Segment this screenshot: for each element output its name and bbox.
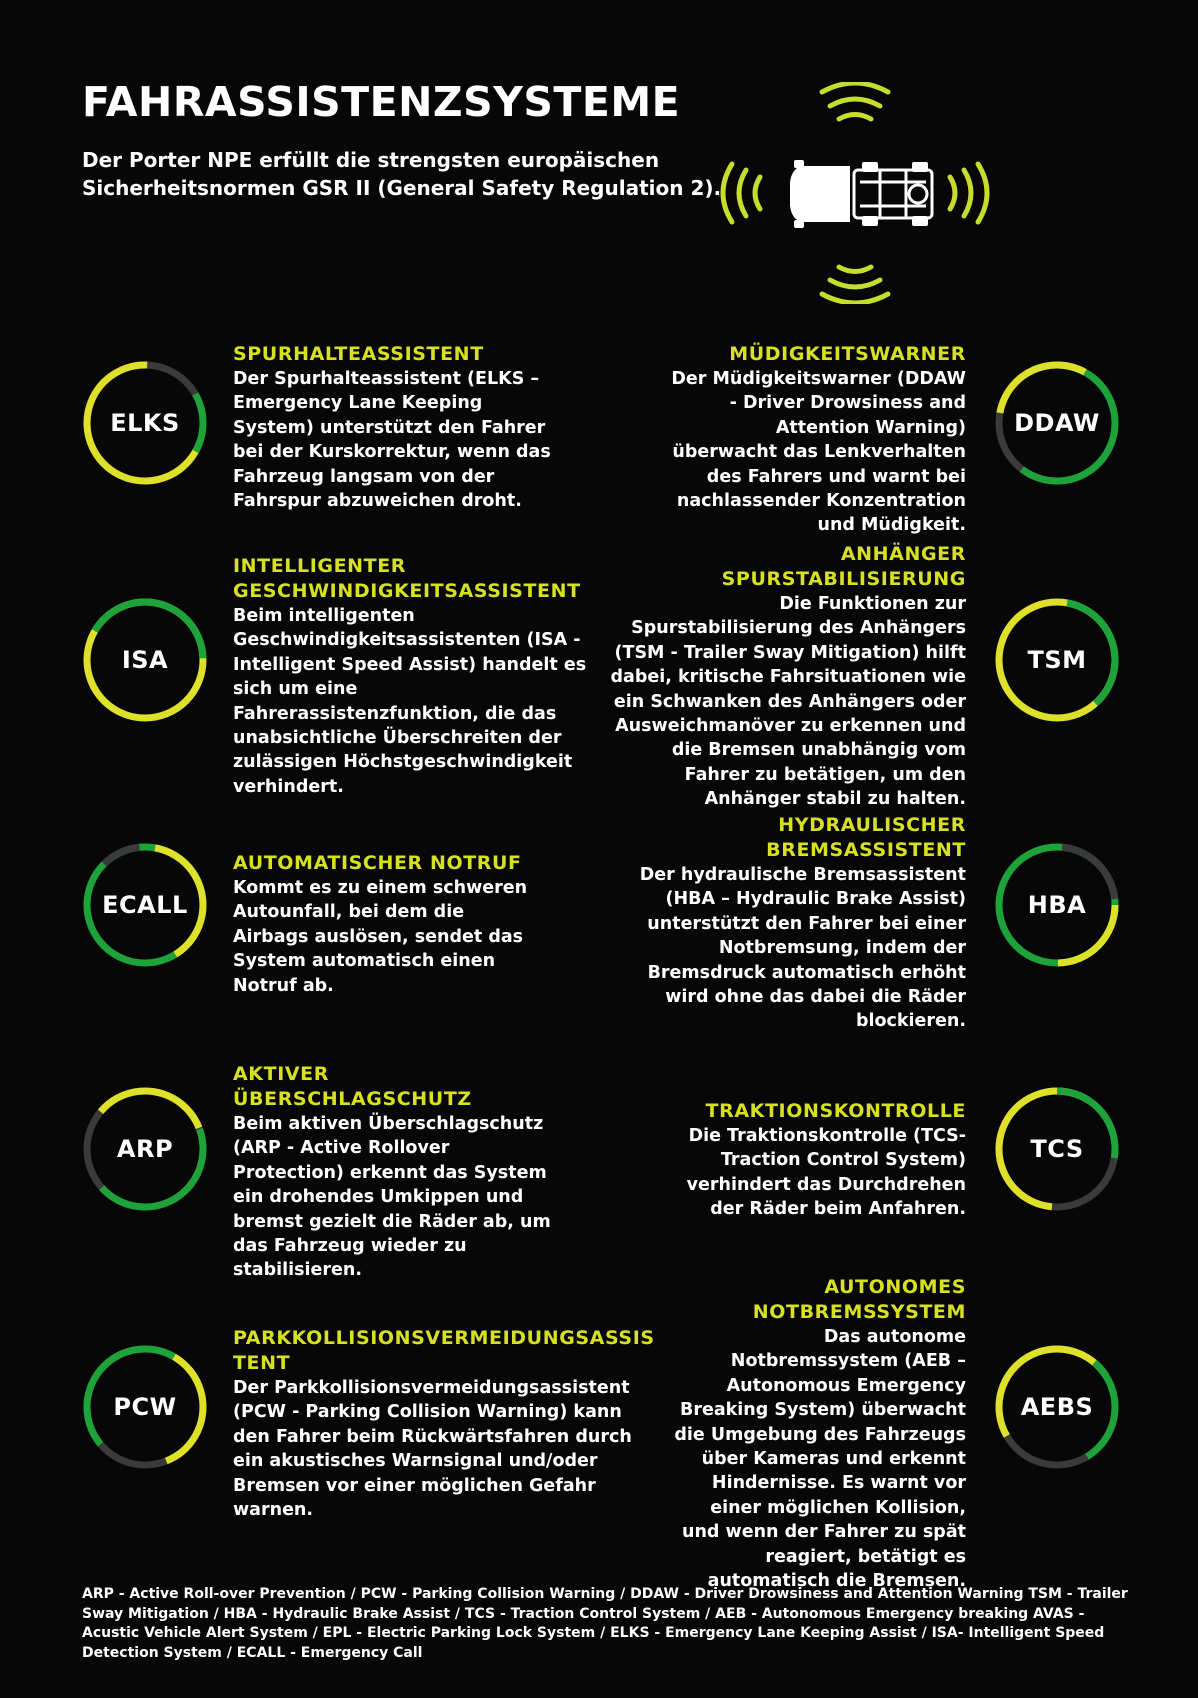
abbreviation-footnote: ARP - Active Roll-over Prevention / PCW - Parking Collision Warning / DDAW - Driver Drowsiness and Attention Warning TSM - Trailer Sway Mitigation / HBA - Hydraulic Brake Assist / TCS - Traction Control System / AEB - Autonomous Emergency breaking AVAS - Acustic Vehicle Alert System / EPL - Electric Parking Lock System / ELKS - Emergency Lane Keeping Assist / ISA- Intelligent Speed Detection System / ECALL - Emergency Call — [82, 1586, 1128, 1661]
hba-description: Der hydraulische Bremsassistent (HBA – Hydraulic Brake Assist) unterstützt den Fahrer bei einer Notbremsung, indem der Bremsdruck automatisch erhöht wird ohne das dabei die Räder blockieren. — [639, 865, 966, 1032]
aebs-block — [670, 1275, 966, 1593]
isa-abbr: ISA — [121, 646, 169, 674]
elks-ring-icon — [82, 360, 208, 486]
elks-heading: SPURHALTEASSISTENT — [233, 343, 484, 365]
tcs-abbr: TCS — [1030, 1135, 1084, 1163]
tsm-abbr: TSM — [1027, 646, 1087, 674]
isa-ring-icon — [82, 597, 208, 723]
tcs-heading: TRAKTIONSKONTROLLE — [705, 1100, 966, 1122]
aebs-heading: AUTONOMES NOTBREMSSYSTEM — [752, 1276, 966, 1323]
ddaw-description: Der Müdigkeitswarner (DDAW - Driver Drowsiness and Attention Warning) überwacht das Lenkverhalten des Fahrers und warnt bei nachlassender Konzentration und Müdigkeit. — [671, 369, 966, 536]
aebs-ring-icon — [994, 1344, 1120, 1470]
elks-block — [233, 342, 563, 513]
arp-abbr: ARP — [116, 1135, 174, 1163]
ecall-description: Kommt es zu einem schweren Autounfall, bei dem die Airbags auslösen, sendet das System automatisch einen Notruf ab. — [233, 878, 528, 996]
car-sensor-icon — [710, 82, 1000, 304]
ddaw-abbr: DDAW — [1014, 409, 1100, 437]
tcs-description: Die Traktionskontrolle (TCS-Traction Control System) verhindert das Durchdrehen der Räder beim Anfahren. — [686, 1126, 966, 1220]
tcs-block — [668, 1099, 966, 1222]
elks-description: Der Spurhalteassistent (ELKS – Emergency Lane Keeping System) unterstützt den Fahrer bei der Kurskorrektur, wenn das Fahrzeug langsam von der Fahrspur abzuweichen droht. — [233, 369, 551, 512]
tsm-heading: ANHÄNGER SPURSTABILISIERUNG — [721, 543, 966, 590]
elks-abbr: ELKS — [110, 409, 180, 437]
isa-heading: INTELLIGENTER GESCHWINDIGKEITSASSISTENT — [233, 555, 581, 602]
tsm-ring-icon — [994, 597, 1120, 723]
page-subtitle: Der Porter NPE erfüllt die strengsten europäischen Sicherheitsnormen GSR II (General Safety Regulation 2). — [82, 148, 722, 200]
isa-description: Beim intelligenten Geschwindigkeitsassistenten (ISA - Intelligent Speed Assist) handelt es sich um eine Fahrerassistenzfunktion, die das unabsichtliche Überschreiten der zulässigen Höchstgeschwindigkeit verhindert. — [233, 606, 587, 797]
pcw-description: Der Parkkollisionsvermeidungsassistent (PCW - Parking Collision Warning) kann den Fahrer beim Rückwärtsfahren durch ein akustisches Warnsignal und/oder Bremsen vor einer möglichen Gefahr warnen. — [233, 1378, 632, 1521]
tcs-ring-icon — [994, 1086, 1120, 1212]
pcw-abbr: PCW — [113, 1393, 177, 1421]
ddaw-heading: MÜDIGKEITSWARNER — [729, 343, 966, 365]
pcw-block — [233, 1326, 663, 1522]
tsm-block — [606, 542, 966, 812]
ecall-heading: AUTOMATISCHER NOTRUF — [233, 852, 522, 874]
ecall-ring-icon — [82, 842, 208, 968]
ecall-block — [233, 851, 533, 998]
pcw-ring-icon — [82, 1344, 208, 1470]
arp-ring-icon — [82, 1086, 208, 1212]
pcw-heading: PARKKOLLISIONSVERMEIDUNGSASSISTENT — [233, 1327, 655, 1374]
page-title: FAHRASSISTENZSYSTEME — [82, 78, 681, 126]
hba-abbr: HBA — [1027, 891, 1087, 919]
tsm-description: Die Funktionen zur Spurstabilisierung des Anhängers (TSM - Trailer Sway Mitigation) hilft dabei, kritische Fahrsituationen wie ein Schwanken des Anhängers oder Ausweichmanöver zu erkennen und die Bremsen unabhängig vom Fahrer zu betätigen, um den Anhänger stabil zu halten. — [610, 594, 966, 810]
arp-block — [233, 1062, 553, 1283]
arp-description: Beim aktiven Überschlagschutz (ARP - Active Rollover Protection) erkennt das System ein drohendes Umkippen und bremst gezielt die Räder ab, um das Fahrzeug wieder zu stabilisieren. — [233, 1114, 551, 1281]
ddaw-ring-icon — [994, 360, 1120, 486]
hba-block — [620, 813, 966, 1034]
aebs-description: Das autonome Notbremssystem (AEB – Autonomous Emergency Breaking System) überwacht die Umgebung des Fahrzeugs über Kameras und erkennt Hindernisse. Es warnt vor einer möglichen Kollision, und wenn der Fahrer zu spät reagiert, betätigt es automatisch die Bremsen. — [674, 1327, 966, 1592]
aebs-abbr: AEBS — [1020, 1393, 1094, 1421]
ddaw-block — [668, 342, 966, 538]
isa-block — [233, 554, 588, 799]
arp-heading: AKTIVER ÜBERSCHLAGSCHUTZ — [233, 1063, 472, 1110]
ecall-abbr: ECALL — [102, 891, 188, 919]
hba-heading: HYDRAULISCHER BREMSASSISTENT — [766, 814, 966, 861]
hba-ring-icon — [994, 842, 1120, 968]
